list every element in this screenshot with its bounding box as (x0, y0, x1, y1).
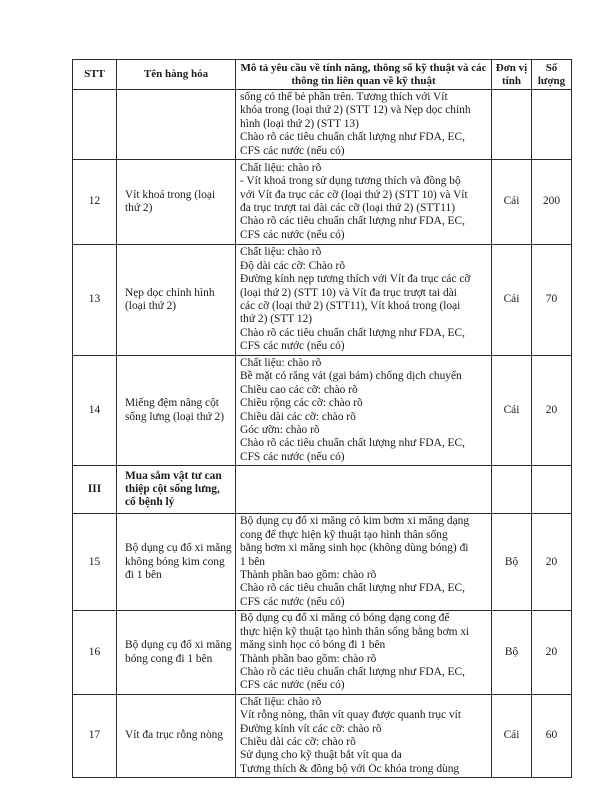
description-line: Sử dụng cho kỹ thuật bắt vít qua da (240, 749, 402, 762)
description-line: Vít rỗng nòng, thân vít quay được quanh trục vít (240, 709, 461, 722)
description-line: các cỡ (loại thứ 2) (STT11), Vít khoá trong (loại (240, 300, 461, 313)
row-quantity: 20 (532, 611, 572, 694)
description-line: Chào rõ các tiêu chuẩn chất lượng như FDA, EC, (240, 665, 465, 678)
description-line: CFS các nước (nếu có) (240, 228, 345, 241)
description-line: Chất liệu: chào rõ (240, 246, 322, 259)
description-line: Thành phần bao gồm: chào rõ (240, 568, 377, 581)
description-line: Chào rõ các tiêu chuẩn chất lượng như FDA, EC, (240, 582, 465, 595)
table-row (73, 90, 572, 160)
header-description: Mô tả yêu cầu về tính năng, thông số kỹ thuật và các thông tin liên quan về kỹ thuật (236, 60, 492, 90)
row-quantity: 70 (532, 245, 572, 356)
row-stt: 16 (73, 611, 117, 694)
row-stt: 15 (73, 514, 117, 611)
description-line: măng sinh học có bóng đi 1 bên (240, 639, 386, 652)
row-quantity: 200 (532, 160, 572, 245)
row-item-name: Mua sắm vật tư can thiệp cột sống lưng, cổ bệnh lý (117, 466, 236, 514)
row-quantity: 20 (532, 514, 572, 611)
description-line: thứ 2) (STT 12) (240, 313, 313, 326)
row-description (236, 514, 492, 611)
row-quantity: 20 (532, 356, 572, 466)
description-line: Đường kính vít các cỡ: chào rõ (240, 722, 382, 735)
table-row (73, 694, 572, 777)
row-stt: 14 (73, 356, 117, 466)
description-line: (loại thứ 2) (STT 10) và Vít đa trục trượt tai dài (240, 286, 457, 299)
row-unit: Bộ (492, 611, 532, 694)
table-row (73, 160, 572, 245)
description-line: với Vít đa trục các cỡ (loại thứ 2) (STT 10) và Vít (240, 188, 468, 201)
description-line: 1 bên (240, 555, 265, 568)
description-line: Bộ dụng cụ đổ xi măng có kim bơm xi măng dạng (240, 515, 470, 528)
row-item-name: Nẹp dọc chỉnh hình (loại thứ 2) (117, 245, 236, 356)
description-line: Chất liệu: chào rõ (240, 695, 322, 708)
description-line: Chào rõ các tiêu chuẩn chất lượng như FDA, EC, (240, 215, 465, 228)
row-item-name: Vít đa trục rỗng nòng (117, 694, 236, 777)
row-stt: 13 (73, 245, 117, 356)
description-line: Bề mặt có răng vát (gai bám) chống dịch chuyển (240, 370, 462, 383)
row-unit (492, 90, 532, 160)
row-description (236, 356, 492, 466)
description-line: Đường kính nẹp tương thích với Vít đa trục các cỡ (240, 273, 471, 286)
row-description (236, 160, 492, 245)
row-unit: Cái (492, 245, 532, 356)
description-line: - Vít khoá trong sử dụng tương thích và đồng bộ (240, 175, 461, 188)
row-description (236, 694, 492, 777)
row-quantity: 60 (532, 694, 572, 777)
row-unit (492, 466, 532, 514)
table-row (73, 245, 572, 356)
row-quantity (532, 466, 572, 514)
description-line: CFS các nước (nếu có) (240, 340, 345, 353)
row-description (236, 466, 492, 514)
description-line: Chất liệu: chào rõ (240, 357, 322, 370)
row-stt: 12 (73, 160, 117, 245)
header-stt: STT (73, 60, 117, 90)
procurement-spec-table (72, 59, 572, 778)
row-item-name: Bộ dụng cụ đổ xi măng bóng cong đi 1 bên (117, 611, 236, 694)
table-row (73, 514, 572, 611)
row-unit: Cái (492, 694, 532, 777)
row-item-name: Vít khoá trong (loại thứ 2) (117, 160, 236, 245)
description-line: bằng bơm xi măng sinh học (không dùng bóng) đi (240, 542, 469, 555)
header-item-name: Tên hàng hóa (117, 60, 236, 90)
description-line: CFS các nước (nếu có) (240, 595, 345, 608)
row-stt (73, 90, 117, 160)
row-unit: Bộ (492, 514, 532, 611)
description-line: Bộ dụng cụ đổ xi măng có bóng dạng cong để (240, 612, 450, 625)
row-description (236, 90, 492, 160)
description-line: đa trục trượt tai dài các cỡ (loại thứ 2) (STT11) (240, 202, 456, 215)
row-description (236, 245, 492, 356)
description-line: CFS các nước (nếu có) (240, 679, 345, 692)
description-line: Chào rõ các tiêu chuẩn chất lượng như FDA, EC, (240, 437, 465, 450)
description-line: cong để thực hiện kỹ thuật tạo hình thân sống (240, 528, 448, 541)
description-line: hình (loại thứ 2) (STT 13) (240, 117, 359, 130)
row-item-name (117, 90, 236, 160)
table-row (73, 611, 572, 694)
description-line: Độ dài các cỡ: Chào rõ (240, 259, 346, 272)
description-line: khóa trong (loại thứ 2) (STT 12) và Nẹp dọc chỉnh (240, 104, 471, 117)
row-description (236, 611, 492, 694)
description-line: Chiều dài các cỡ: chào rõ (240, 735, 356, 748)
header-quantity: Số lượng (532, 60, 572, 90)
description-line: Thành phần bao gồm: chào rõ (240, 652, 377, 665)
row-unit: Cái (492, 160, 532, 245)
description-line: Chào rõ các tiêu chuẩn chất lượng như FDA, EC, (240, 131, 465, 144)
description-line: CFS các nước (nếu có) (240, 144, 345, 157)
row-item-name: Bộ dụng cụ đổ xi măng không bóng kim cong đi 1 bên (117, 514, 236, 611)
table-header-row (73, 60, 572, 90)
description-line: Chất liệu: chào rõ (240, 161, 322, 174)
description-line: Chào rõ các tiêu chuẩn chất lượng như FDA, EC, (240, 326, 465, 339)
description-line: CFS các nước (nếu có) (240, 450, 345, 463)
description-line: thực hiện kỹ thuật tạo hình thân sống bằng bơm xi (240, 625, 470, 638)
header-unit: Đơn vị tính (492, 60, 532, 90)
row-unit: Cái (492, 356, 532, 466)
section-row (73, 466, 572, 514)
table-row (73, 356, 572, 466)
description-line: Chiều rộng các cỡ: chào rõ (240, 397, 363, 410)
description-line: Chiều cao các cỡ: chào rõ (240, 383, 358, 396)
row-stt: 17 (73, 694, 117, 777)
description-line: Góc ưỡn: chào rõ (240, 424, 320, 437)
row-quantity (532, 90, 572, 160)
description-line: Tương thích & đồng bộ với Ốc khóa trong dùng (240, 762, 460, 775)
description-line: Chiều dài các cỡ: chào rõ (240, 410, 356, 423)
row-item-name: Miếng đệm nâng cột sống lưng (loại thứ 2) (117, 356, 236, 466)
description-line: sống có thể bẻ phần trên. Tương thích với Vít (240, 91, 448, 103)
row-stt: III (73, 466, 117, 514)
